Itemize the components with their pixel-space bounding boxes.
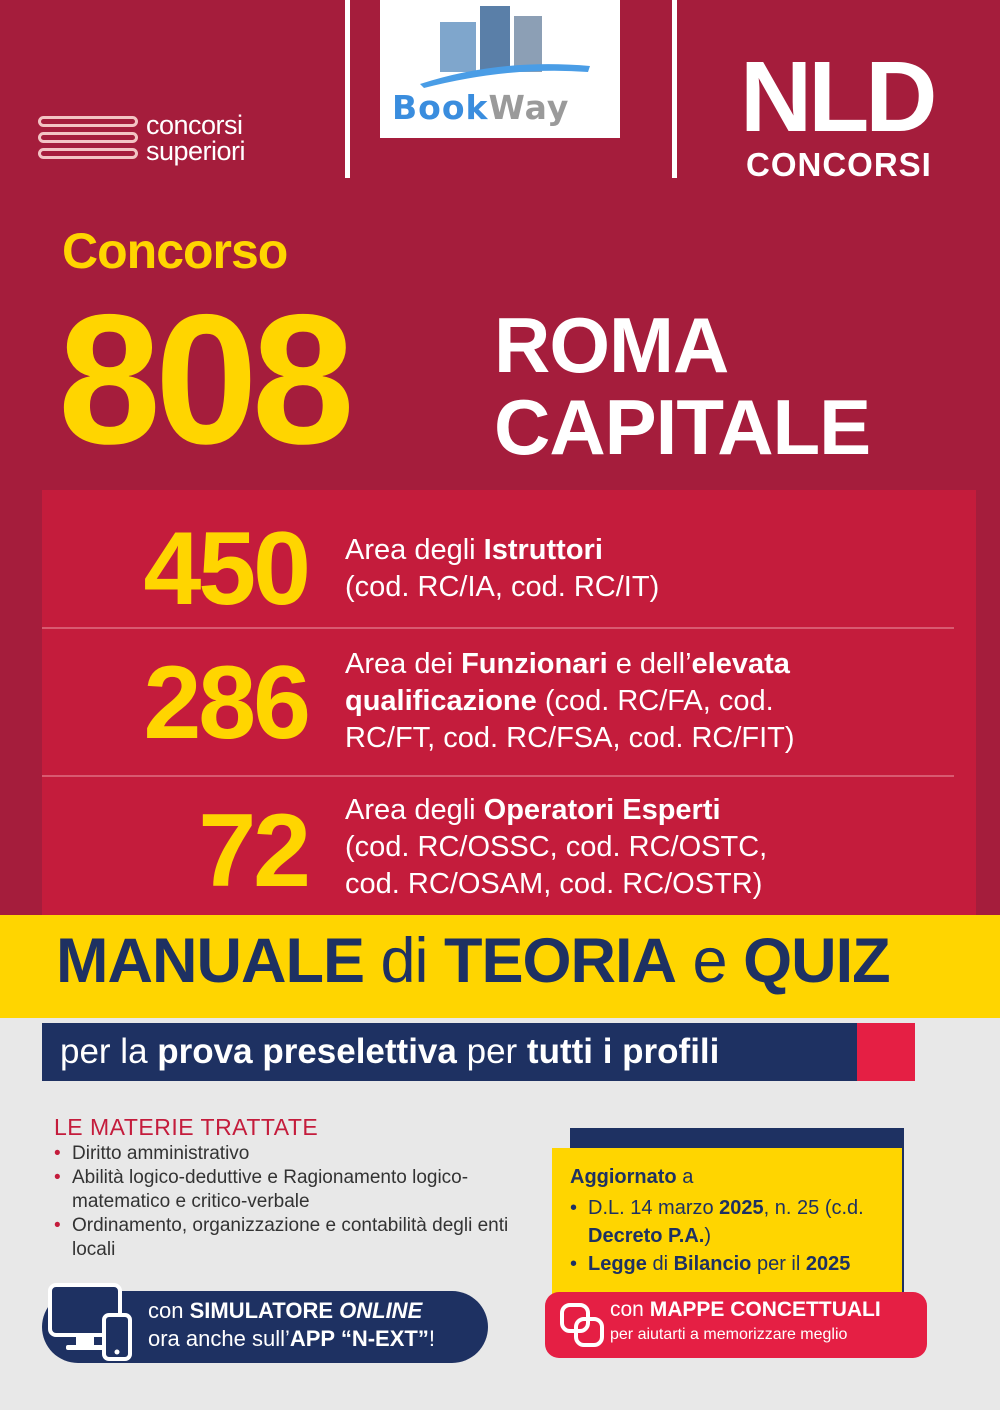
header-divider-left [345, 0, 350, 178]
positions-box [42, 490, 976, 915]
subtitle-band [42, 1023, 915, 1081]
devices-icon [46, 1277, 136, 1367]
updated-list [570, 1194, 900, 1278]
swoosh-icon [420, 58, 590, 88]
nld-logo-main: NLD [740, 41, 934, 153]
subject-item: • Diritto amministrativo [54, 1142, 514, 1166]
desc-bold: elevata [691, 648, 790, 680]
position-description [345, 646, 965, 757]
simulator-badge [42, 1291, 488, 1363]
desc-bold: Operatori Esperti [483, 794, 721, 826]
updated-item: • Legge di Bilancio per il 2025 [570, 1250, 900, 1278]
city-title [494, 301, 871, 471]
total-positions-number: 808 [58, 277, 349, 483]
position-description [345, 792, 965, 903]
desc-codes: (cod. RC/OSSC, cod. RC/OSTC, [345, 831, 768, 863]
maps-line-2: per aiutarti a memorizzare meglio [610, 1326, 848, 1343]
desc-text: Area dei [345, 648, 462, 680]
subject-item: • Ordinamento, organizzazione e contabilità degli enti locali [54, 1214, 514, 1262]
position-description [345, 532, 965, 606]
bookway-watermark [380, 0, 620, 138]
desc-text: Area degli [345, 534, 484, 566]
desc-codes: RC/FT, cod. RC/FSA, cod. RC/FIT) [345, 722, 795, 754]
book-title: MANUALE di TEORIA e QUIZ [56, 926, 890, 996]
maps-badge [545, 1292, 927, 1358]
position-count: 286 [143, 645, 308, 761]
desc-text: (cod. RC/FA, cod. [536, 685, 774, 717]
desc-codes: cod. RC/OSAM, cod. RC/OSTR) [345, 868, 763, 900]
subjects-list [54, 1142, 514, 1262]
city-line-2: CAPITALE [494, 383, 871, 471]
title-band [0, 915, 1000, 1018]
nld-concorsi-logo [740, 41, 960, 183]
updated-item: • D.L. 14 marzo 2025, n. 25 (c.d. Decreto P.A.) [570, 1194, 900, 1250]
subject-item: • Abilità logico-deduttive e Ragionamento logico-matematico e critico-verbale [54, 1166, 514, 1214]
simulator-line-2: ora anche sull’APP “N-EXT”! [148, 1326, 435, 1351]
desc-codes: (cod. RC/IA, cod. RC/IT) [345, 571, 660, 603]
linked-squares-icon [559, 1302, 605, 1348]
header-divider-right [672, 0, 677, 178]
subtitle-accent [857, 1023, 915, 1081]
watermark-part-1: Book [392, 88, 489, 127]
position-count: 72 [198, 793, 308, 909]
logo-line-1: concorsi [146, 110, 243, 140]
city-line-1: ROMA [494, 301, 729, 389]
concorso-label: Concorso [62, 223, 288, 279]
updated-title: Aggiornato a [570, 1166, 694, 1188]
concorsi-superiori-logo [38, 112, 328, 172]
row-divider [42, 775, 954, 777]
row-divider [42, 627, 954, 629]
desc-text: Area degli [345, 794, 484, 826]
nld-logo-sub: CONCORSI [746, 146, 932, 183]
updated-box [552, 1148, 902, 1298]
maps-line-1: con MAPPE CONCETTUALI [610, 1298, 881, 1321]
position-count: 450 [143, 511, 308, 627]
logo-line-2: superiori [146, 136, 246, 166]
subtitle: per la prova preselettiva per tutti i profili [60, 1032, 720, 1071]
watermark-part-2: Way [488, 88, 570, 127]
desc-bold: qualificazione [345, 685, 537, 717]
desc-text: e dell’ [607, 648, 692, 680]
simulator-line-1: con SIMULATORE ONLINE [148, 1298, 423, 1323]
subjects-title: LE MATERIE TRATTATE [54, 1114, 319, 1140]
desc-bold: Funzionari [461, 648, 608, 680]
desc-bold: Istruttori [483, 534, 603, 566]
